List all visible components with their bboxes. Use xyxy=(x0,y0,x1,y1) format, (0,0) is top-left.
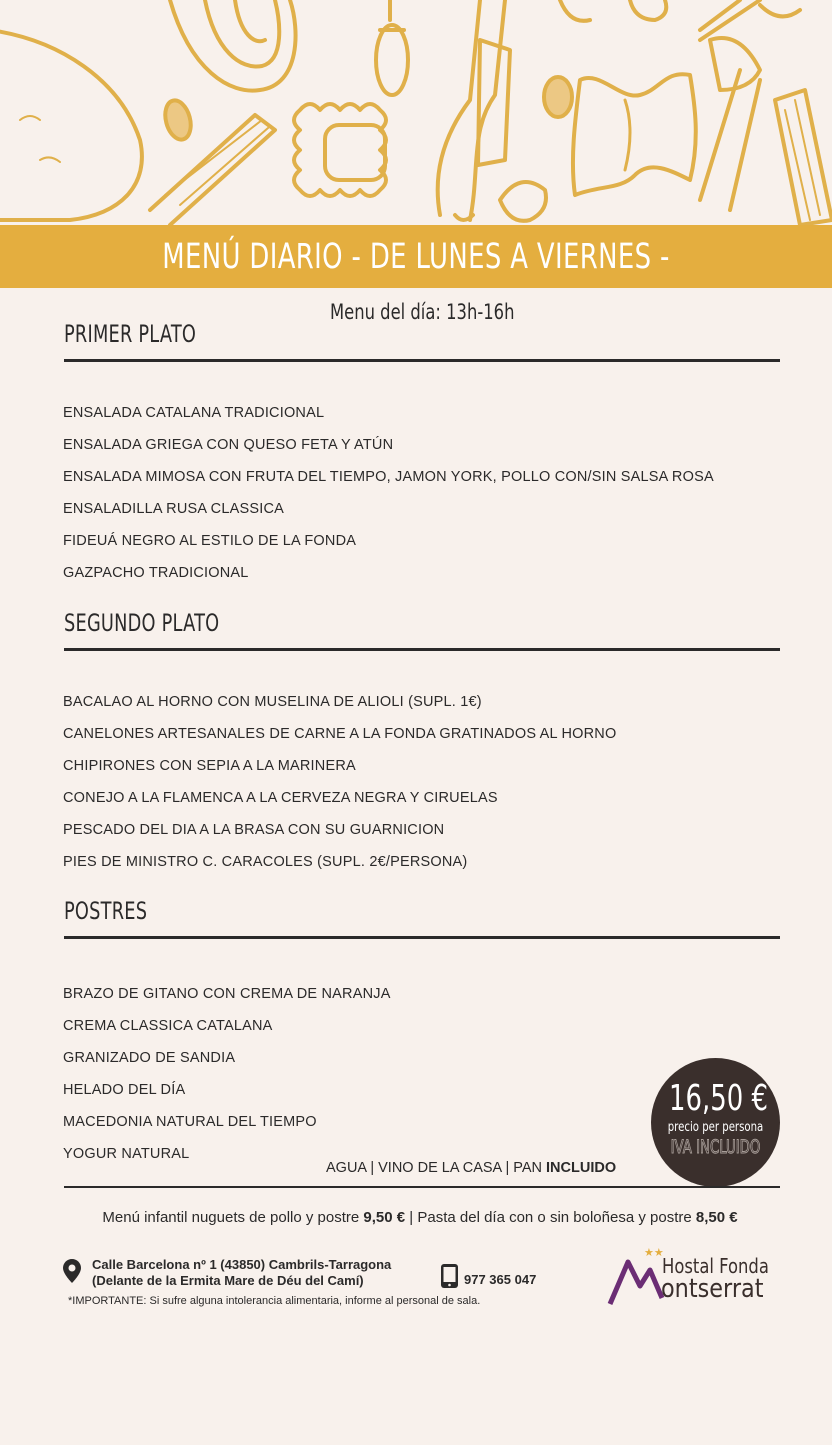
list-item: GAZPACHO TRADICIONAL xyxy=(63,565,249,581)
phone-icon xyxy=(441,1264,458,1288)
postres-list xyxy=(63,986,391,1178)
allergy-note: *IMPORTANTE: Si sufre alguna intolerancia alimentaria, informe al personal de sala. xyxy=(68,1295,481,1307)
section-title-postres: POSTRES xyxy=(64,897,148,925)
address-line-2: (Delante de la Ermita Mare de Déu del Camí) xyxy=(92,1273,364,1288)
list-item: CHIPIRONES CON SEPIA A LA MARINERA xyxy=(63,758,356,774)
price-per-person: precio per persona xyxy=(667,1120,764,1135)
list-item: ENSALADILLA RUSA CLASSICA xyxy=(63,501,284,517)
list-item: ENSALADA GRIEGA CON QUESO FETA Y ATÚN xyxy=(63,437,394,453)
logo-text-2: ontserrat xyxy=(661,1274,764,1304)
list-item: PIES DE MINISTRO C. CARACOLES (SUPL. 2€/PERSONA) xyxy=(63,854,468,870)
price-badge xyxy=(651,1058,780,1187)
kids-price-2: 8,50 € xyxy=(695,1209,738,1226)
mountain-logo-icon xyxy=(606,1240,666,1310)
address xyxy=(92,1257,391,1289)
list-item: FIDEUÁ NEGRO AL ESTILO DE LA FONDA xyxy=(63,533,357,549)
list-item: ENSALADA CATALANA TRADICIONAL xyxy=(63,405,325,421)
list-item: HELADO DEL DÍA xyxy=(63,1082,186,1098)
list-item: CONEJO A LA FLAMENCA A LA CERVEZA NEGRA Y CIRUELAS xyxy=(63,790,498,806)
list-item: CREMA CLASSICA CATALANA xyxy=(63,1018,273,1034)
location-pin-icon xyxy=(63,1259,81,1283)
kids-text-2: | Pasta del día con o sin boloñesa y postre xyxy=(405,1209,696,1226)
included-extras xyxy=(326,1160,616,1176)
list-item: BRAZO DE GITANO CON CREMA DE NARANJA xyxy=(63,986,391,1002)
list-item: ENSALADA MIMOSA CON FRUTA DEL TIEMPO, JAMON YORK, POLLO CON/SIN SALSA ROSA xyxy=(63,469,714,485)
extras-included: INCLUIDO xyxy=(546,1160,617,1176)
section-divider xyxy=(64,648,780,651)
primer-plato-list xyxy=(63,405,714,597)
extras-text: AGUA | VINO DE LA CASA | PAN xyxy=(326,1160,542,1176)
list-item: GRANIZADO DE SANDIA xyxy=(63,1050,236,1066)
price-amount: 16,50 € xyxy=(669,1078,769,1119)
kids-menu-line xyxy=(0,1209,832,1226)
title-band xyxy=(0,225,832,288)
kitchen-illustration xyxy=(0,0,832,225)
hostal-logo xyxy=(606,1240,786,1310)
list-item: YOGUR NATURAL xyxy=(63,1146,190,1162)
logo-text-1: Hostal Fonda xyxy=(662,1254,769,1278)
list-item: MACEDONIA NATURAL DEL TIEMPO xyxy=(63,1114,317,1130)
section-title-segundo-plato: SEGUNDO PLATO xyxy=(64,609,220,637)
segundo-plato-list xyxy=(63,694,616,886)
phone-number: 977 365 047 xyxy=(464,1272,537,1287)
kids-text-1: Menú infantil nuguets de pollo y postre xyxy=(102,1209,364,1226)
section-divider xyxy=(64,359,780,362)
list-item: BACALAO AL HORNO CON MUSELINA DE ALIOLI (SUPL. 1€) xyxy=(63,694,482,710)
menu-title: MENÚ DIARIO - DE LUNES A VIERNES - xyxy=(162,237,670,277)
price-iva: IVA INCLUIDO xyxy=(670,1136,761,1158)
kids-price-1: 9,50 € xyxy=(363,1209,406,1226)
list-item: PESCADO DEL DIA A LA BRASA CON SU GUARNICION xyxy=(63,822,445,838)
footer-divider xyxy=(64,1186,780,1188)
section-title-primer-plato: PRIMER PLATO xyxy=(64,320,197,348)
menu-hours: Menu del día: 13h-16h xyxy=(330,300,515,324)
list-item: CANELONES ARTESANALES DE CARNE A LA FONDA GRATINADOS AL HORNO xyxy=(63,726,617,742)
section-divider xyxy=(64,936,780,939)
address-line-1: Calle Barcelona nº 1 (43850) Cambrils-Tarragona xyxy=(92,1257,392,1272)
svg-text:★★: ★★ xyxy=(644,1246,664,1259)
